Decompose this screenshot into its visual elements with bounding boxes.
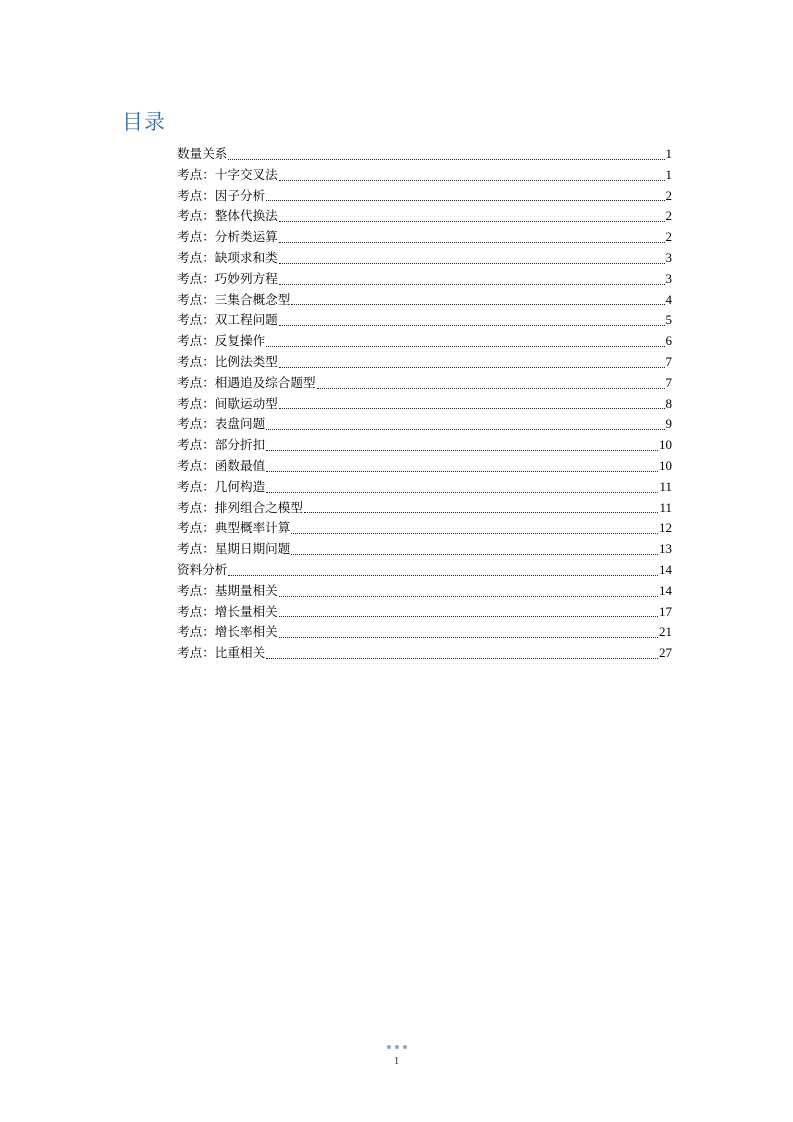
toc-entry-page: 1 — [665, 146, 672, 161]
dot-leader — [266, 449, 658, 451]
toc-entry-label: 考点：十字交叉法 — [177, 166, 278, 182]
toc-entry[interactable] — [177, 144, 672, 165]
toc-entry-page: 2 — [665, 208, 672, 224]
dot-leader — [279, 366, 665, 368]
toc-entry-page: 7 — [665, 353, 672, 369]
toc-entry-label: 考点：相遇追及综合题型 — [177, 374, 316, 390]
toc-entry-label: 资料分析 — [177, 561, 228, 577]
toc-entry-label: 数量关系 — [177, 146, 228, 161]
toc-entry[interactable] — [177, 227, 672, 248]
toc-entry[interactable] — [177, 414, 672, 435]
dot-leader — [266, 345, 664, 347]
dot-icon — [403, 1045, 407, 1049]
toc-entry[interactable] — [177, 352, 672, 373]
dot-leader — [266, 491, 658, 493]
toc-entry[interactable] — [177, 560, 672, 581]
toc-entry-label: 考点：增长量相关 — [177, 603, 278, 619]
toc-entry[interactable] — [177, 539, 672, 560]
dot-leader — [317, 387, 665, 389]
toc-entry-page: 3 — [665, 249, 672, 265]
toc-entry-page: 9 — [665, 416, 672, 432]
dot-leader — [279, 407, 665, 409]
toc-entry-page: 6 — [665, 333, 672, 349]
toc-entry-page: 3 — [665, 270, 672, 286]
toc-entry-label: 考点：反复操作 — [177, 333, 266, 349]
dot-leader — [279, 324, 665, 326]
toc-entry[interactable] — [177, 269, 672, 290]
toc-entry[interactable] — [177, 373, 672, 394]
toc-entry-page: 8 — [665, 395, 672, 411]
toc-entry-label: 考点：几何构造 — [177, 478, 266, 494]
toc-entry-page: 11 — [659, 499, 672, 515]
toc-entry-page: 10 — [659, 457, 672, 473]
dot-leader — [279, 636, 658, 638]
toc-entry-label: 考点：因子分析 — [177, 187, 266, 203]
toc-entry[interactable] — [177, 331, 672, 352]
toc-entry-label: 考点：比重相关 — [177, 645, 266, 661]
toc-entry[interactable] — [177, 602, 672, 623]
page-footer — [0, 1045, 793, 1067]
toc-entry-label: 考点：缺项求和类 — [177, 249, 278, 265]
dot-leader — [279, 615, 658, 617]
toc-entry[interactable] — [177, 643, 672, 664]
dot-leader — [279, 220, 665, 222]
toc-entry-page: 27 — [659, 645, 672, 661]
toc-entry[interactable] — [177, 435, 672, 456]
toc-entry[interactable] — [177, 394, 672, 415]
dot-leader — [279, 595, 658, 597]
dot-leader — [266, 470, 658, 472]
toc-entry-page: 2 — [665, 187, 672, 203]
toc-entry-label: 考点：三集合概念型 — [177, 291, 291, 307]
toc-entry-label: 考点：分析类运算 — [177, 229, 278, 245]
dot-leader — [228, 574, 658, 576]
toc-entry-page: 1 — [665, 166, 672, 182]
dot-leader — [266, 657, 658, 659]
dot-leader — [291, 532, 658, 534]
toc-entry-page: 4 — [665, 291, 672, 307]
toc-entry-page: 10 — [659, 437, 672, 453]
toc-list — [177, 144, 672, 664]
toc-entry-page: 2 — [665, 229, 672, 245]
dot-leader — [228, 158, 664, 160]
toc-entry-label: 考点：双工程问题 — [177, 312, 278, 328]
toc-entry-label: 考点：星期日期问题 — [177, 541, 291, 557]
toc-entry-page: 5 — [665, 312, 672, 328]
dot-leader — [279, 179, 665, 181]
toc-entry-page: 17 — [659, 603, 672, 619]
toc-entry-label: 考点：函数最值 — [177, 457, 266, 473]
toc-entry-label: 考点：增长率相关 — [177, 624, 278, 640]
toc-entry-page: 11 — [659, 478, 672, 494]
toc-entry[interactable] — [177, 310, 672, 331]
toc-entry[interactable] — [177, 456, 672, 477]
toc-entry[interactable] — [177, 477, 672, 498]
toc-entry[interactable] — [177, 498, 672, 519]
toc-entry[interactable] — [177, 206, 672, 227]
toc-title: 目录 — [122, 110, 166, 134]
toc-entry[interactable] — [177, 186, 672, 207]
toc-entry[interactable] — [177, 581, 672, 602]
toc-entry-page: 14 — [659, 561, 672, 577]
dot-leader — [279, 283, 665, 285]
toc-entry[interactable] — [177, 518, 672, 539]
toc-entry-label: 考点：部分折扣 — [177, 437, 266, 453]
toc-entry-label: 考点：基期量相关 — [177, 582, 278, 598]
dot-icon — [395, 1045, 399, 1049]
toc-entry-page: 21 — [659, 624, 672, 640]
dot-leader — [291, 303, 664, 305]
toc-entry-label: 考点：比例法类型 — [177, 353, 278, 369]
dot-leader — [279, 241, 665, 243]
toc-entry-label: 考点：典型概率计算 — [177, 520, 291, 536]
toc-entry[interactable] — [177, 248, 672, 269]
dot-leader — [266, 428, 664, 430]
toc-entry[interactable] — [177, 165, 672, 186]
toc-entry[interactable] — [177, 290, 672, 311]
toc-entry-label: 考点：巧妙列方程 — [177, 270, 278, 286]
toc-entry-label: 考点：间歇运动型 — [177, 395, 278, 411]
toc-entry-label: 考点：整体代换法 — [177, 208, 278, 224]
toc-entry-label: 考点：排列组合之模型 — [177, 499, 303, 515]
toc-entry-page: 7 — [665, 374, 672, 390]
dot-leader — [266, 199, 664, 201]
page-number: 1 — [393, 1055, 400, 1067]
toc-entry-page: 14 — [659, 582, 672, 598]
dot-icon — [387, 1045, 391, 1049]
dot-leader — [304, 511, 659, 513]
toc-entry-page: 12 — [659, 520, 672, 536]
toc-entry-label: 考点：表盘问题 — [177, 416, 266, 432]
dot-leader — [291, 553, 658, 555]
toc-entry[interactable] — [177, 622, 672, 643]
three-dots-icon — [0, 1045, 793, 1053]
toc-entry-page: 13 — [659, 541, 672, 557]
dot-leader — [279, 262, 665, 264]
